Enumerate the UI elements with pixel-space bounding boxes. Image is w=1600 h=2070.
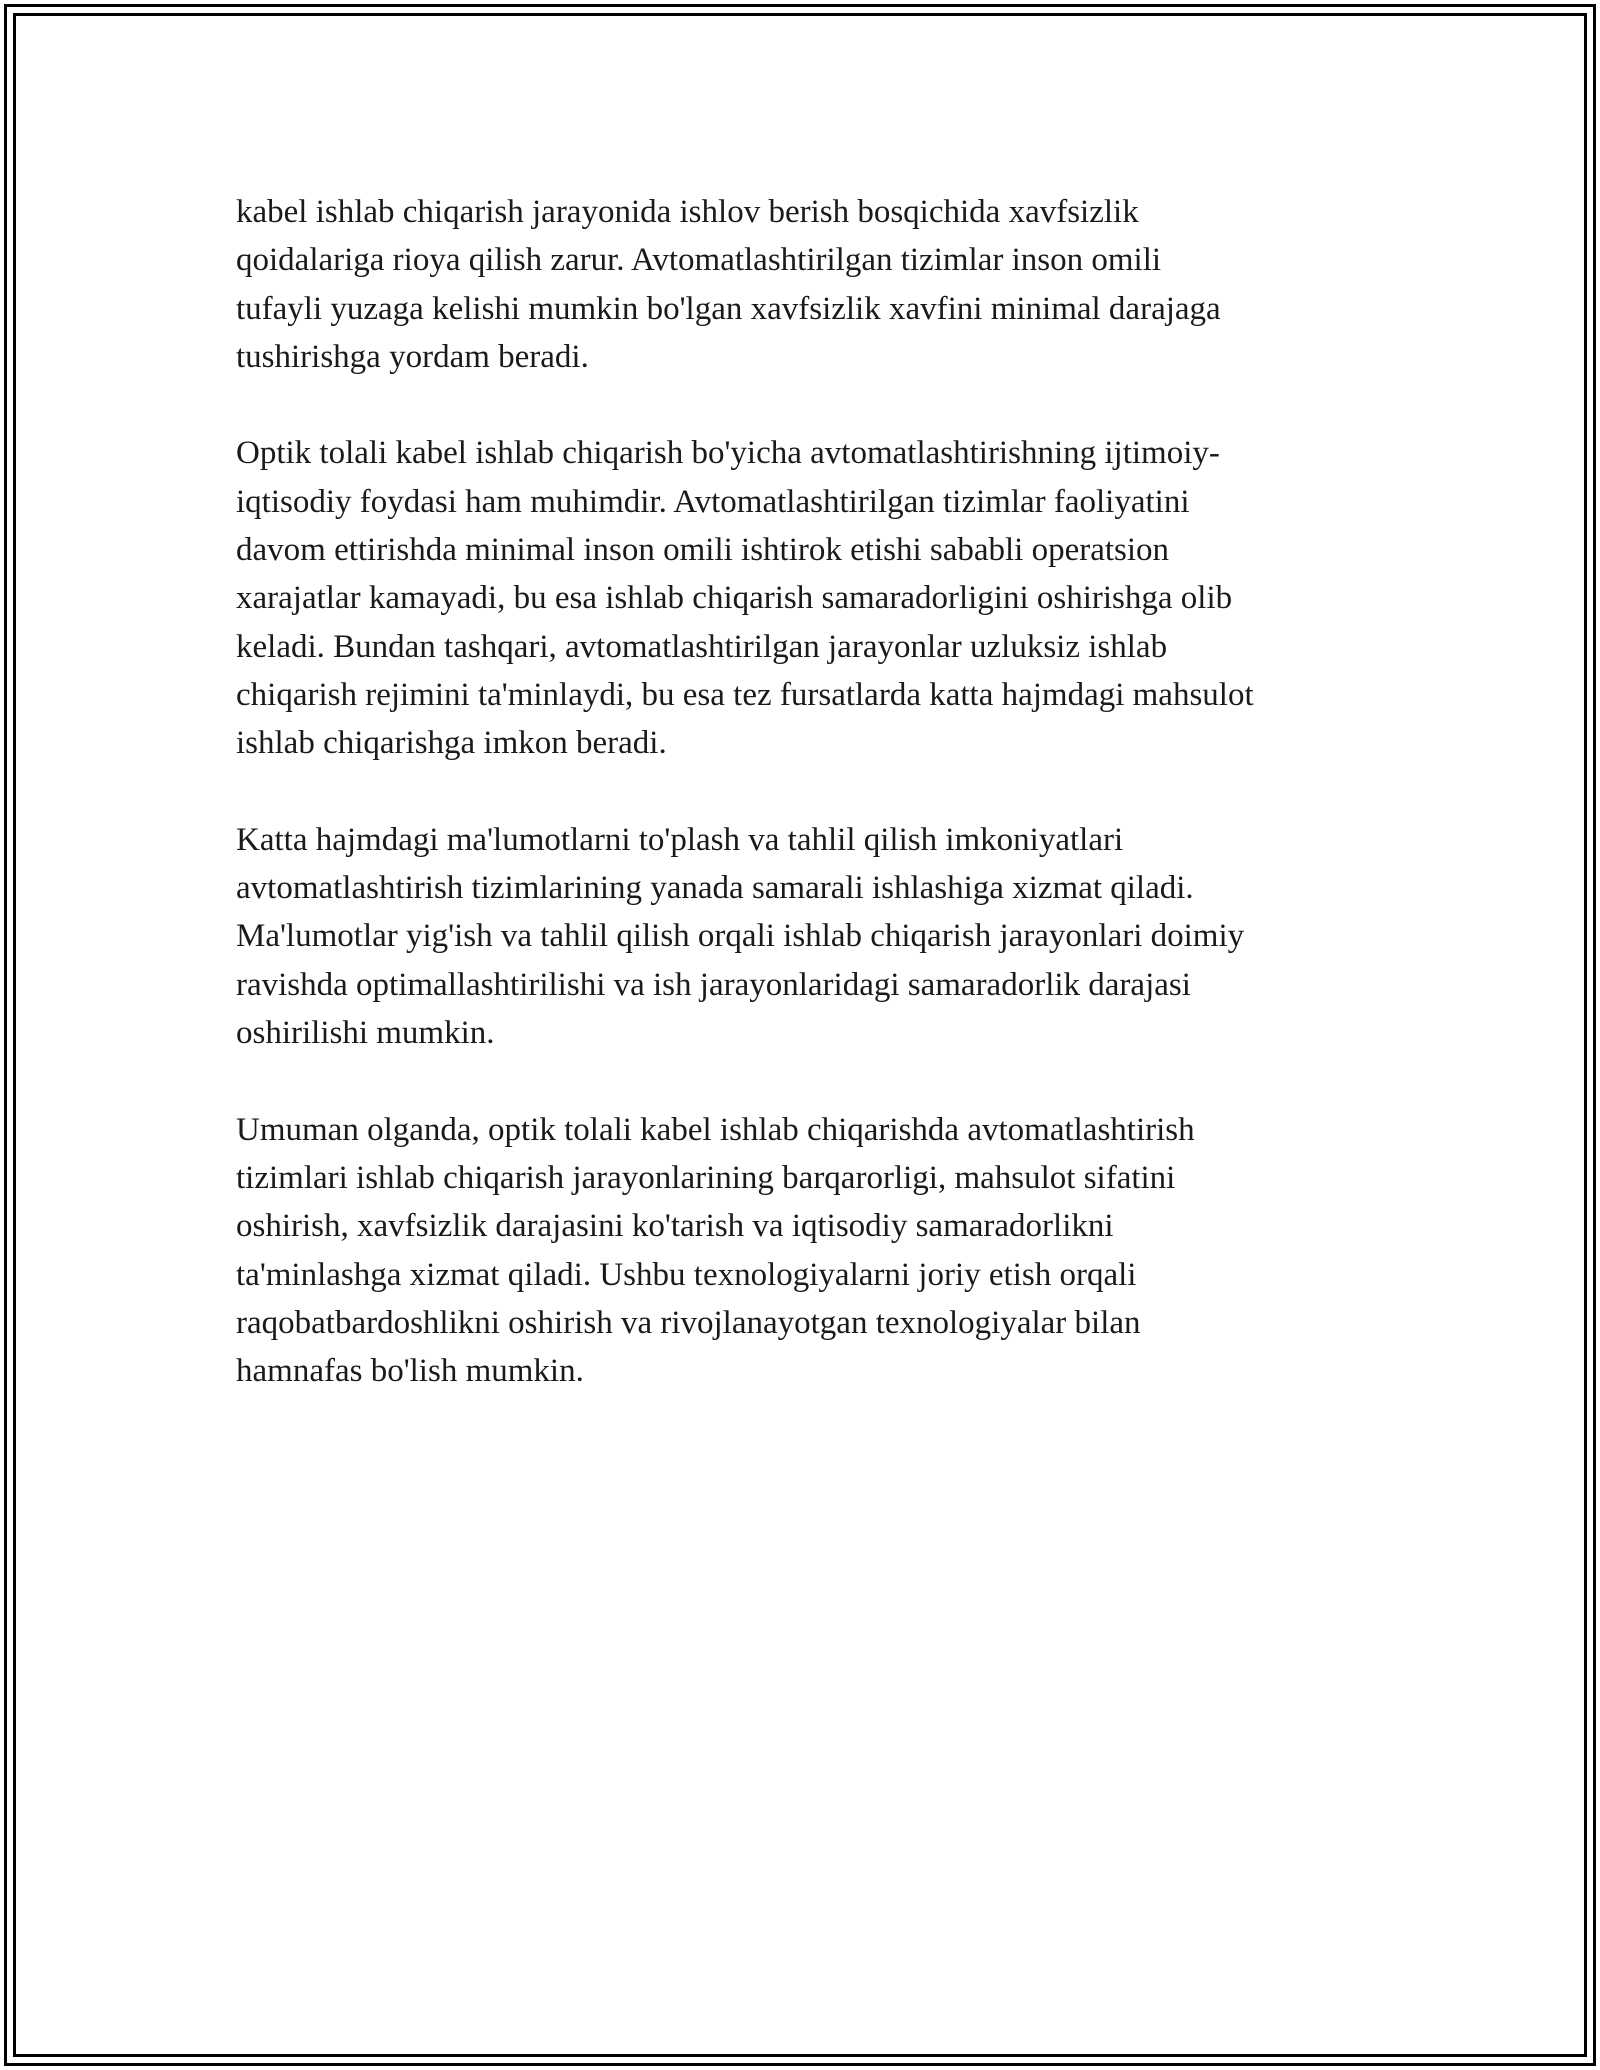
text-line: davom ettirishda minimal inson omili ishtirok etishi sababli operatsion (236, 532, 1170, 569)
text-line: tufayli yuzaga kelishi mumkin bo'lgan xavfsizlik xavfini minimal darajaga (236, 290, 1221, 327)
text-line: hamnafas bo'lish mumkin. (236, 1353, 584, 1390)
text-line: ta'minlashga xizmat qiladi. Ushbu texnologiyalarni joriy etish orqali (236, 1256, 1137, 1293)
text-line: Optik tolali kabel ishlab chiqarish bo'yicha avtomatlashtirishning ijtimoiy- (236, 435, 1220, 472)
text-line: Katta hajmdagi ma'lumotlarni to'plash va tahlil qilish imkoniyatlari (236, 821, 1124, 858)
text-line: ravishda optimallashtirilishi va ish jarayonlaridagi samaradorlik darajasi (236, 966, 1191, 1003)
paragraph-4 (236, 1106, 1396, 1396)
text-line: kabel ishlab chiqarish jarayonida ishlov berish bosqichida xavfsizlik (236, 194, 1139, 230)
text-line: raqobatbardoshlikni oshirish va rivojlanayotgan texnologiyalar bilan (236, 1304, 1141, 1341)
text-line: xarajatlar kamayadi, bu esa ishlab chiqarish samaradorligini oshirishga olib (236, 580, 1233, 617)
paragraph-3 (236, 816, 1396, 1057)
paragraph-1 (236, 188, 1396, 381)
text-line: tushirishga yordam beradi. (236, 338, 589, 375)
document-body (236, 188, 1396, 1444)
text-line: keladi. Bundan tashqari, avtomatlashtirilgan jarayonlar uzluksiz ishlab (236, 628, 1168, 665)
paragraph-2 (236, 429, 1396, 767)
text-line: oshirish, xavfsizlik darajasini ko'tarish va iqtisodiy samaradorlikni (236, 1208, 1114, 1245)
text-line: qoidalariga rioya qilish zarur. Avtomatlashtirilgan tizimlar inson omili (236, 242, 1162, 279)
text-line: Ma'lumotlar yig'ish va tahlil qilish orqali ishlab chiqarish jarayonlari doimiy (236, 918, 1245, 955)
text-line: chiqarish rejimini ta'minlaydi, bu esa tez fursatlarda katta hajmdagi mahsulot (236, 676, 1254, 713)
text-line: iqtisodiy foydasi ham muhimdir. Avtomatlashtirilgan tizimlar faoliyatini (236, 483, 1190, 520)
text-line: avtomatlashtirish tizimlarining yanada samarali ishlashiga xizmat qiladi. (236, 870, 1194, 907)
text-line: ishlab chiqarishga imkon beradi. (236, 725, 667, 762)
text-line: tizimlari ishlab chiqarish jarayonlarining barqarorligi, mahsulot sifatini (236, 1159, 1176, 1196)
text-line: oshirilishi mumkin. (236, 1015, 495, 1052)
text-line: Umuman olganda, optik tolali kabel ishlab chiqarishda avtomatlashtirish (236, 1111, 1195, 1148)
